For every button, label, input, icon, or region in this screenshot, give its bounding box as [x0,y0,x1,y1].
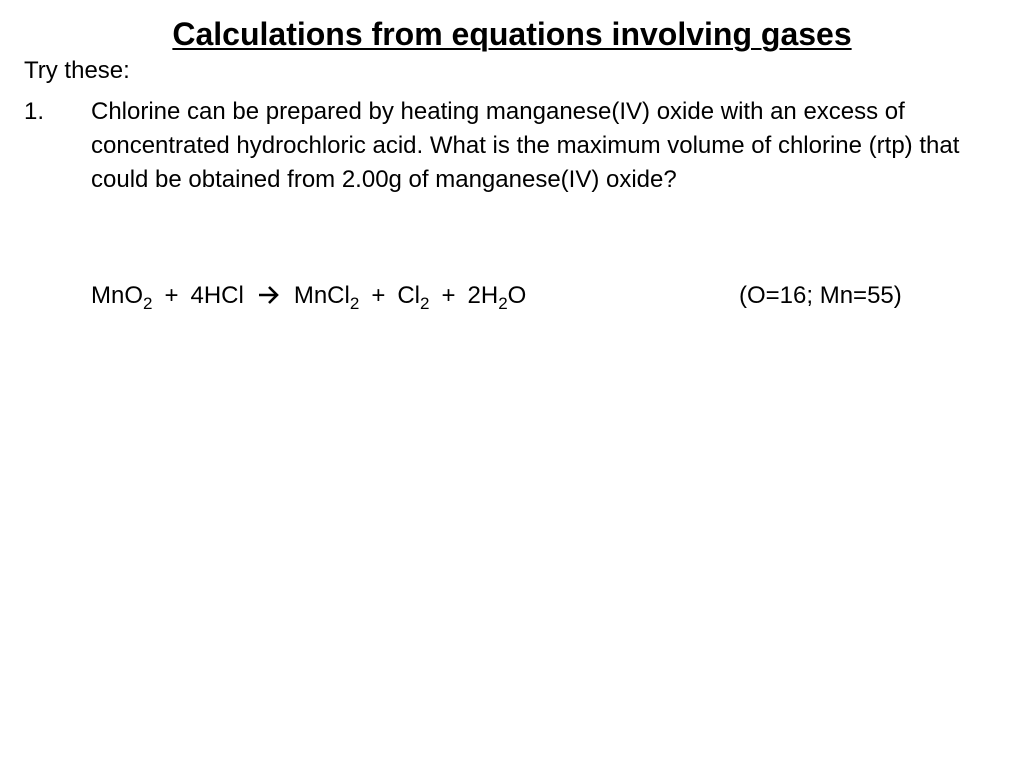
reactant-mno2 [91,280,152,312]
question-number: 1. [24,98,45,125]
plus-sign: + [371,282,386,309]
chemical-equation [91,280,526,312]
product-cl2-subscript: 2 [420,294,430,313]
intro-text: Try these: [24,57,130,84]
product-water-subscript: 2 [498,294,508,313]
atomic-masses: (O=16; Mn=55) [739,282,902,309]
plus-sign: + [441,282,456,309]
product-water-tail: O [507,282,527,309]
slide-title: Calculations from equations involving gases [172,16,852,52]
product-mncl2 [294,280,359,312]
right-arrow-icon [258,285,280,305]
product-water-base: 2H [467,282,499,309]
question-text: Chlorine can be prepared by heating manganese(IV) oxide with an excess of concentrated hydrochloric acid. What is the maximum volume of chlorine (rtp) that could be obtained from 2.00g of manganese(IV) oxide? [91,98,960,193]
product-cl2 [397,280,429,312]
plus-sign: + [164,282,179,309]
product-cl2-base: Cl [397,282,421,309]
reactant-mno2-base: MnO [91,282,144,309]
product-mncl2-base: MnCl [293,282,350,309]
reactant-mno2-subscript: 2 [143,294,153,313]
product-mncl2-subscript: 2 [349,294,360,313]
reactant-hcl: 4HCl [190,282,244,309]
product-water [468,280,527,312]
